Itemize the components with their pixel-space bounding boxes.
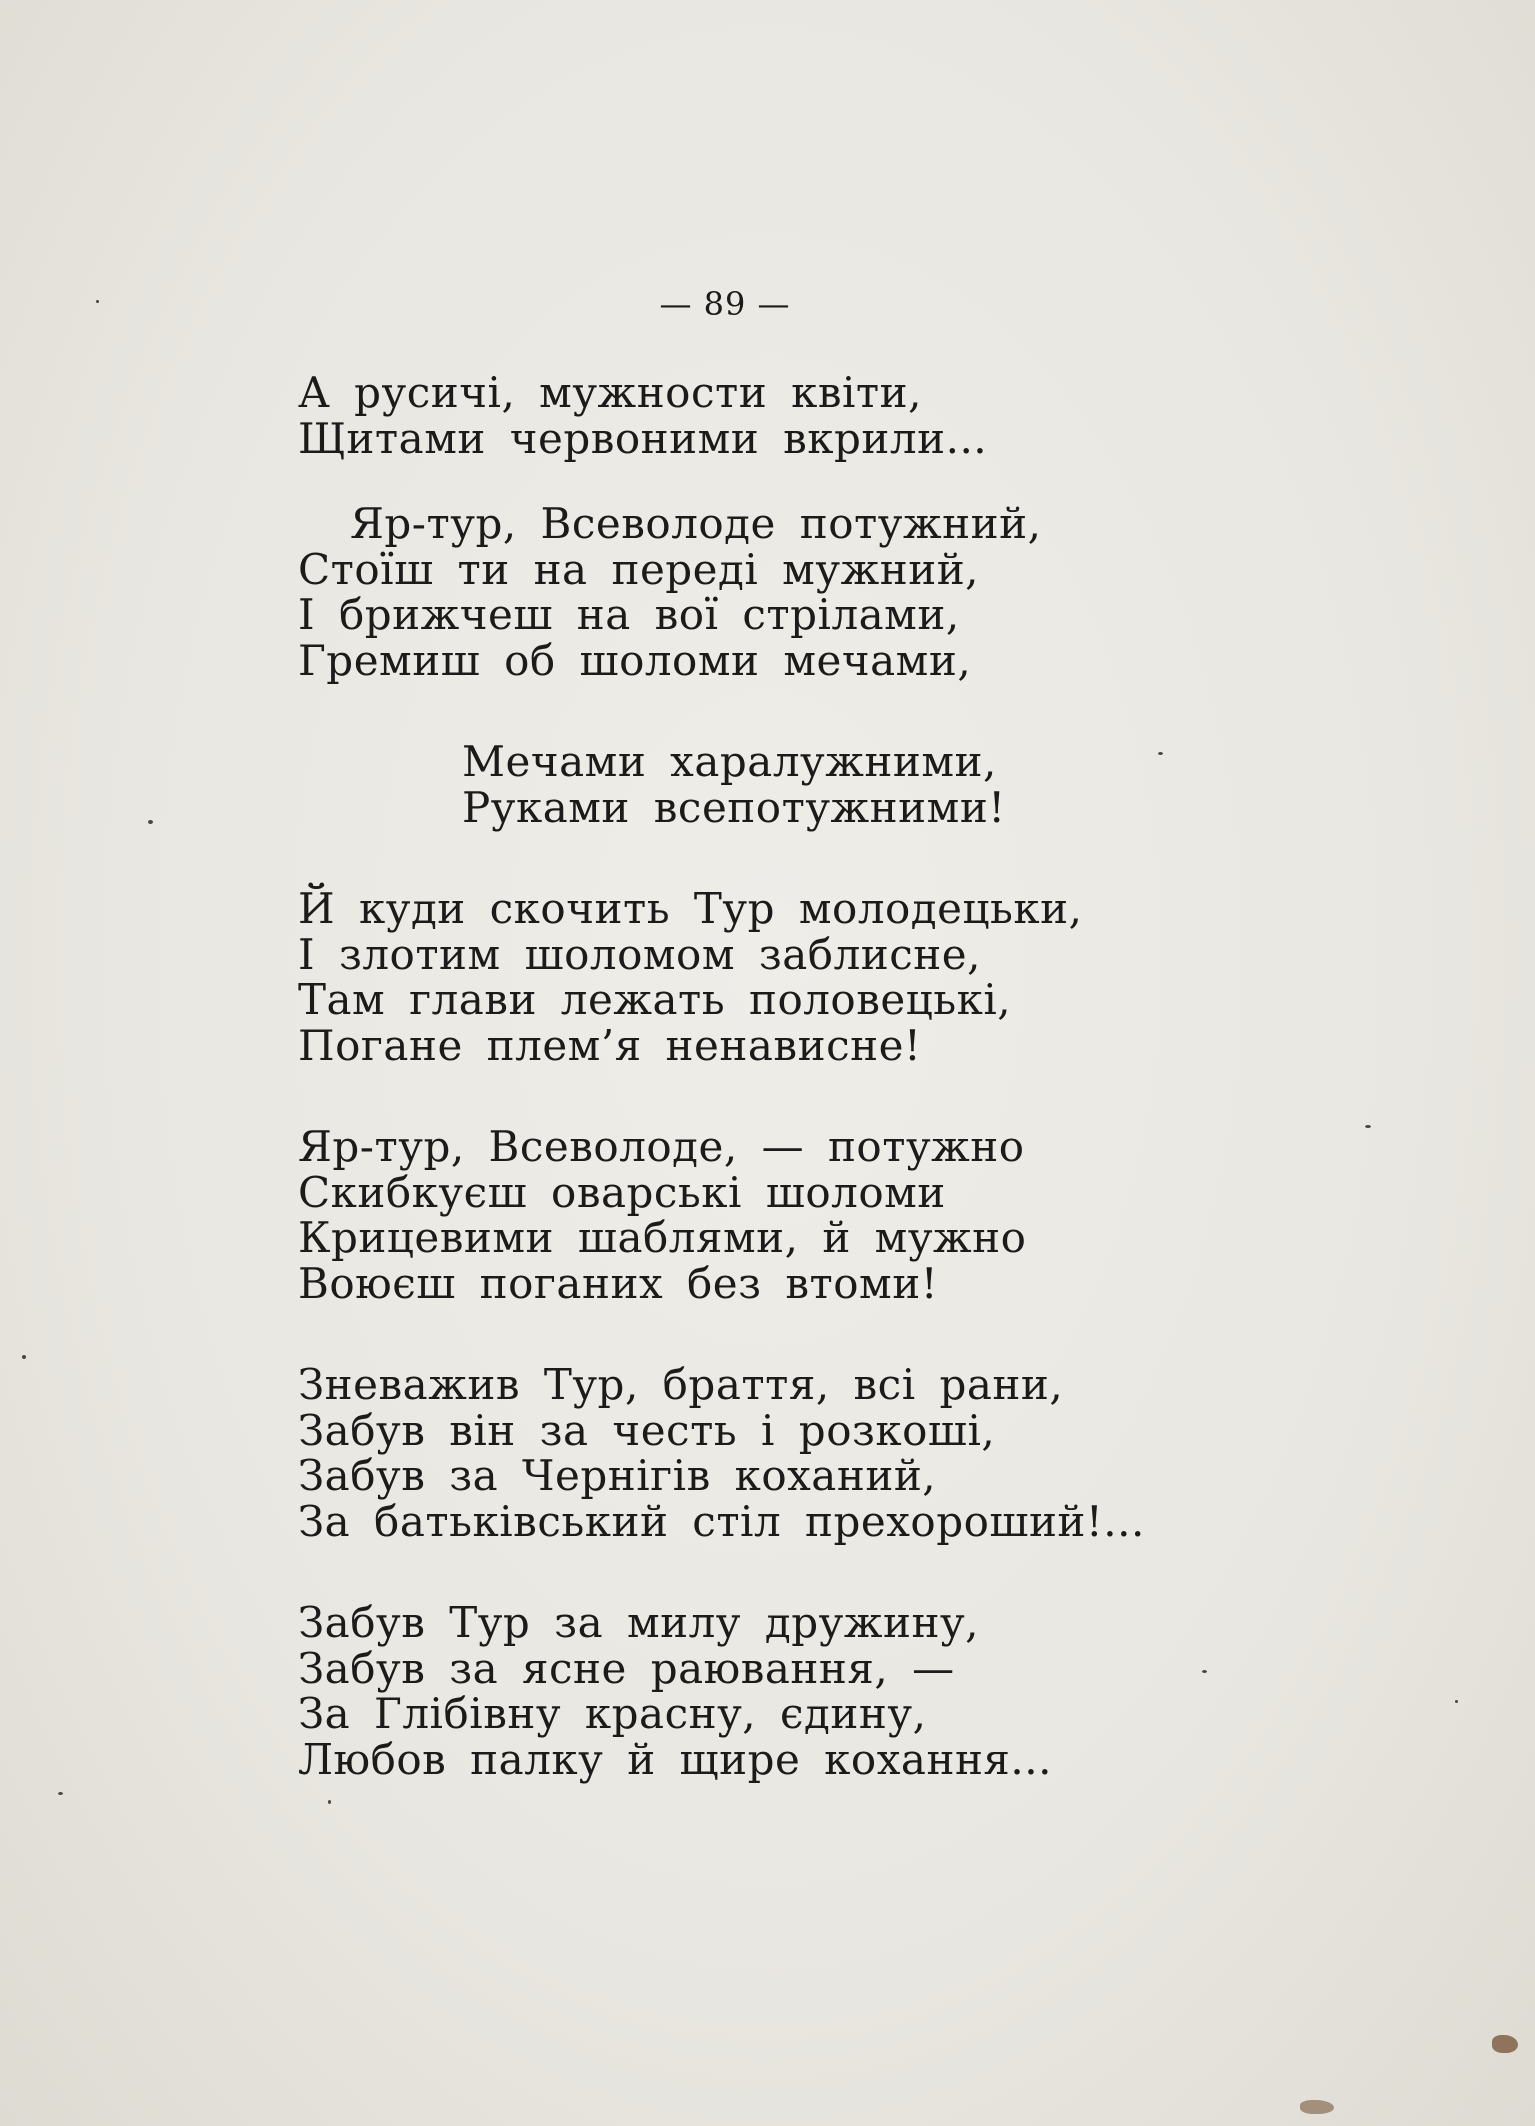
poem-line: За Глібівну красну, єдину, — [298, 1689, 927, 1738]
poem-line: Там глави лежать половецькі, — [298, 975, 1012, 1024]
stanza — [298, 739, 1298, 830]
paper-speck — [1365, 1125, 1371, 1128]
stanza — [298, 501, 1298, 683]
paper-stain — [1492, 2035, 1518, 2053]
stanza — [298, 1600, 1298, 1782]
poem-line: Забув він за честь і розкоші, — [298, 1405, 996, 1455]
stanza — [298, 1362, 1298, 1544]
poem-line: Погане плем’я ненависне! — [298, 1020, 922, 1070]
paper-speck — [1202, 1670, 1207, 1673]
paper-speck — [1158, 752, 1163, 755]
poem-line: Забув Тур за милу дружину, — [298, 1598, 980, 1647]
poem-line: А русичі, мужности квіти, — [298, 368, 922, 417]
poem-line: І брижчеш на вої стрілами, — [298, 590, 960, 639]
poem-line: Щитами червоними вкрили... — [298, 413, 988, 463]
stanza — [298, 370, 1298, 461]
poem-line: Й куди скочить Тур молодецьки, — [298, 884, 1083, 933]
poem-line: За батьківський стіл прехороший!... — [298, 1496, 1145, 1546]
poem-line: Зневажив Тур, браття, всі рани, — [298, 1360, 1064, 1409]
paper-speck — [1455, 1700, 1458, 1703]
page-number: — 89 — — [659, 285, 791, 323]
poem-line: Скибкуєш оварські шоломи — [298, 1167, 946, 1217]
poem-line: І злотим шоломом заблисне, — [298, 929, 981, 979]
poem-line: Гремиш об шоломи мечами, — [298, 635, 972, 685]
paper-speck — [58, 1792, 63, 1795]
paper-speck — [22, 1355, 26, 1359]
paper-speck — [328, 1800, 331, 1804]
paper-speck — [96, 300, 99, 303]
poem-line: Мечами харалужними, — [462, 737, 997, 786]
paper-stain — [1300, 2100, 1334, 2114]
poem-line: Любов палку й щире кохання... — [298, 1734, 1052, 1784]
paper-speck — [148, 820, 153, 824]
poem-line: Крицевими шаблями, й мужно — [298, 1213, 1027, 1262]
stanza — [298, 1124, 1298, 1306]
poem-line: Стоїш ти на переді мужний, — [298, 544, 980, 594]
poem-text — [298, 370, 1298, 1838]
poem-line: Руками всепотужними! — [462, 782, 1006, 832]
poem-line: Воюєш поганих без втоми! — [298, 1258, 939, 1308]
poem-line: Забув за ясне раювання, — — [298, 1643, 955, 1693]
poem-line: Яр-тур, Всеволоде потужний, — [350, 499, 1042, 548]
stanza — [298, 886, 1298, 1068]
poem-line: Забув за Чернігів коханий, — [298, 1451, 937, 1500]
poem-line: Яр-тур, Всеволоде, — потужно — [298, 1122, 1025, 1171]
